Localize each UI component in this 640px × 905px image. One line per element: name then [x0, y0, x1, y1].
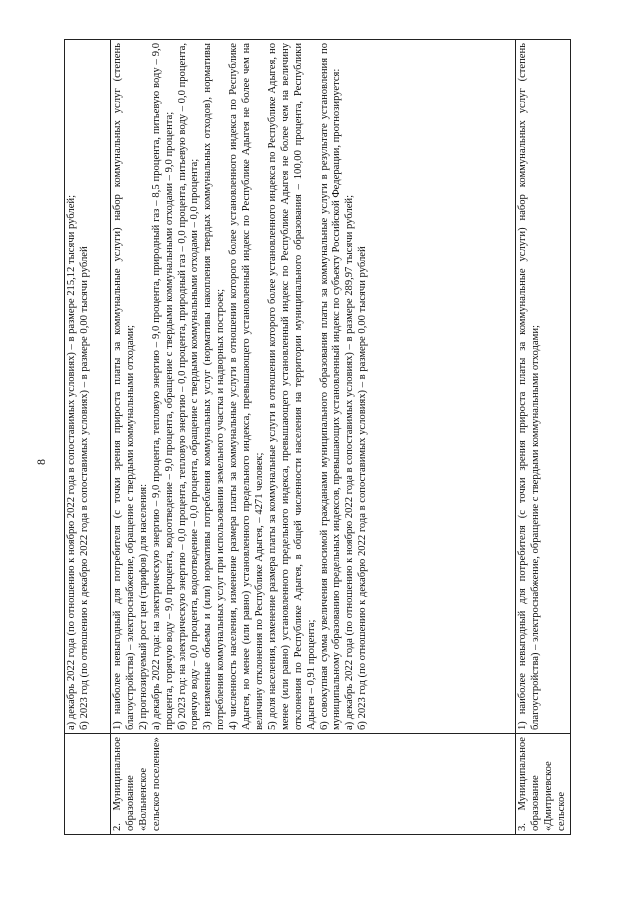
- municipality-name-cell: 2. Муниципальное образование «Вольненское сельское поселение»: [111, 734, 516, 835]
- content-paragraph: а) декабрь 2022 года (по отношению к ноябрю 2022 года в сопоставимых условиях) – в размере 289,97 тысячи рублей;: [344, 194, 356, 730]
- municipality-name-cell: [65, 734, 111, 835]
- content-paragraph: 6) совокупная сумма увеличения вносимой гражданами муниципального образования платы за коммунальные услуги в результате установления по муниципальному образованию предельных индексов, превышающих установленный индекс по субъекту Российской Федерации, прогнозируется:: [318, 43, 343, 730]
- table-row: [111, 40, 516, 835]
- municipality-name-cell: 3. Муниципальное образование «Дмитриевское сельское: [516, 734, 571, 835]
- page-number: 8: [34, 459, 48, 465]
- content-paragraph: 2) прогнозируемый рост цен (тарифов) для населения:: [137, 483, 149, 730]
- content-cell: [65, 40, 111, 734]
- content-paragraph: 1) наиболее невыгодный для потребителя (с точки зрения прироста платы за коммунальные услуги) набор коммунальных услуг (степень благоустройства) – электроснабжение, обращение с твердыми коммунальными отходами;: [112, 43, 136, 730]
- content-paragraph: 5) доля населения, изменение размера платы за коммунальные услуги в отношении которого более установленного индекса по Республике Адыгея, но менее (или равно) установленного предельного индекса, превышающего установленный индекс по Республике Адыгея не более чем на величину отклонения по Республике Адыгея, в общей численности населения на территории муниципального образования – 100,00 процента, Республики Адыгея – 0,91 процента;: [266, 43, 317, 730]
- content-paragraph: б) 2023 год (по отношению к декабрю 2022 года в сопоставимых условиях) – в размере 0,00 тысячи рублей: [78, 246, 90, 730]
- content-paragraph: а) декабрь 2022 года: на электрическую энергию – 9,0 процента, тепловую энергию – 9,0 процента, природный газ – 8,5 процента, питьевую воду – 9,0 процента, горячую воду – 9,0 процента, водоотведение – 9,0 процента, обращение с твердыми коммунальными отходами – 9,0 процента;: [150, 43, 175, 730]
- content-paragraph: 3) неизменные объемы и (или) нормативы потребления коммунальных услуг (нормативы накопления твердых коммунальных отходов), нормативы потребления коммунальных услуг при использовании земельного участка и надворных построек;: [202, 43, 227, 730]
- table-row: [65, 40, 111, 835]
- content-paragraph: 1) наиболее невыгодный для потребителя (с точки зрения прироста платы за коммунальные услуги) набор коммунальных услуг (степень благоустройства) – электроснабжение, обращение с твердыми коммунальными отходами;: [517, 43, 541, 730]
- content-paragraph: 4) численность населения, изменение размера платы за коммунальные услуги в отношении которого более установленного индекса по Республике Адыгея, но менее (или равно) установленного предельного индекса, превышающего установленный индекс по Республике Адыгея не более чем на величину отклонения по Республике Адыгея, – 4271 человек;: [228, 43, 265, 730]
- content-paragraph: а) декабрь 2022 года (по отношению к ноябрю 2022 года в сопоставимых условиях) – в размере 215,12 тысячи рублей;: [66, 194, 77, 730]
- content-cell: [111, 40, 516, 734]
- municipalities-table: [64, 39, 571, 835]
- content-paragraph: б) 2023 год: на электрическую энергию – 0,0 процента, тепловую энергию – 0,0 процента, природный газ – 0,0 процента, питьевую воду – 0,0 процента, горячую воду – 0,0 процента, водоотведение – 0,0 процента, обращение с твердыми коммунальными отходами – 0,0 процента;: [176, 43, 201, 730]
- content-cell: [516, 40, 571, 734]
- content-paragraph: б) 2023 год (по отношению к декабрю 2022 года в сопоставимых условиях) – в размере 0,00 тысячи рублей: [357, 246, 369, 730]
- table-row: [516, 40, 571, 835]
- table-body: [65, 40, 571, 835]
